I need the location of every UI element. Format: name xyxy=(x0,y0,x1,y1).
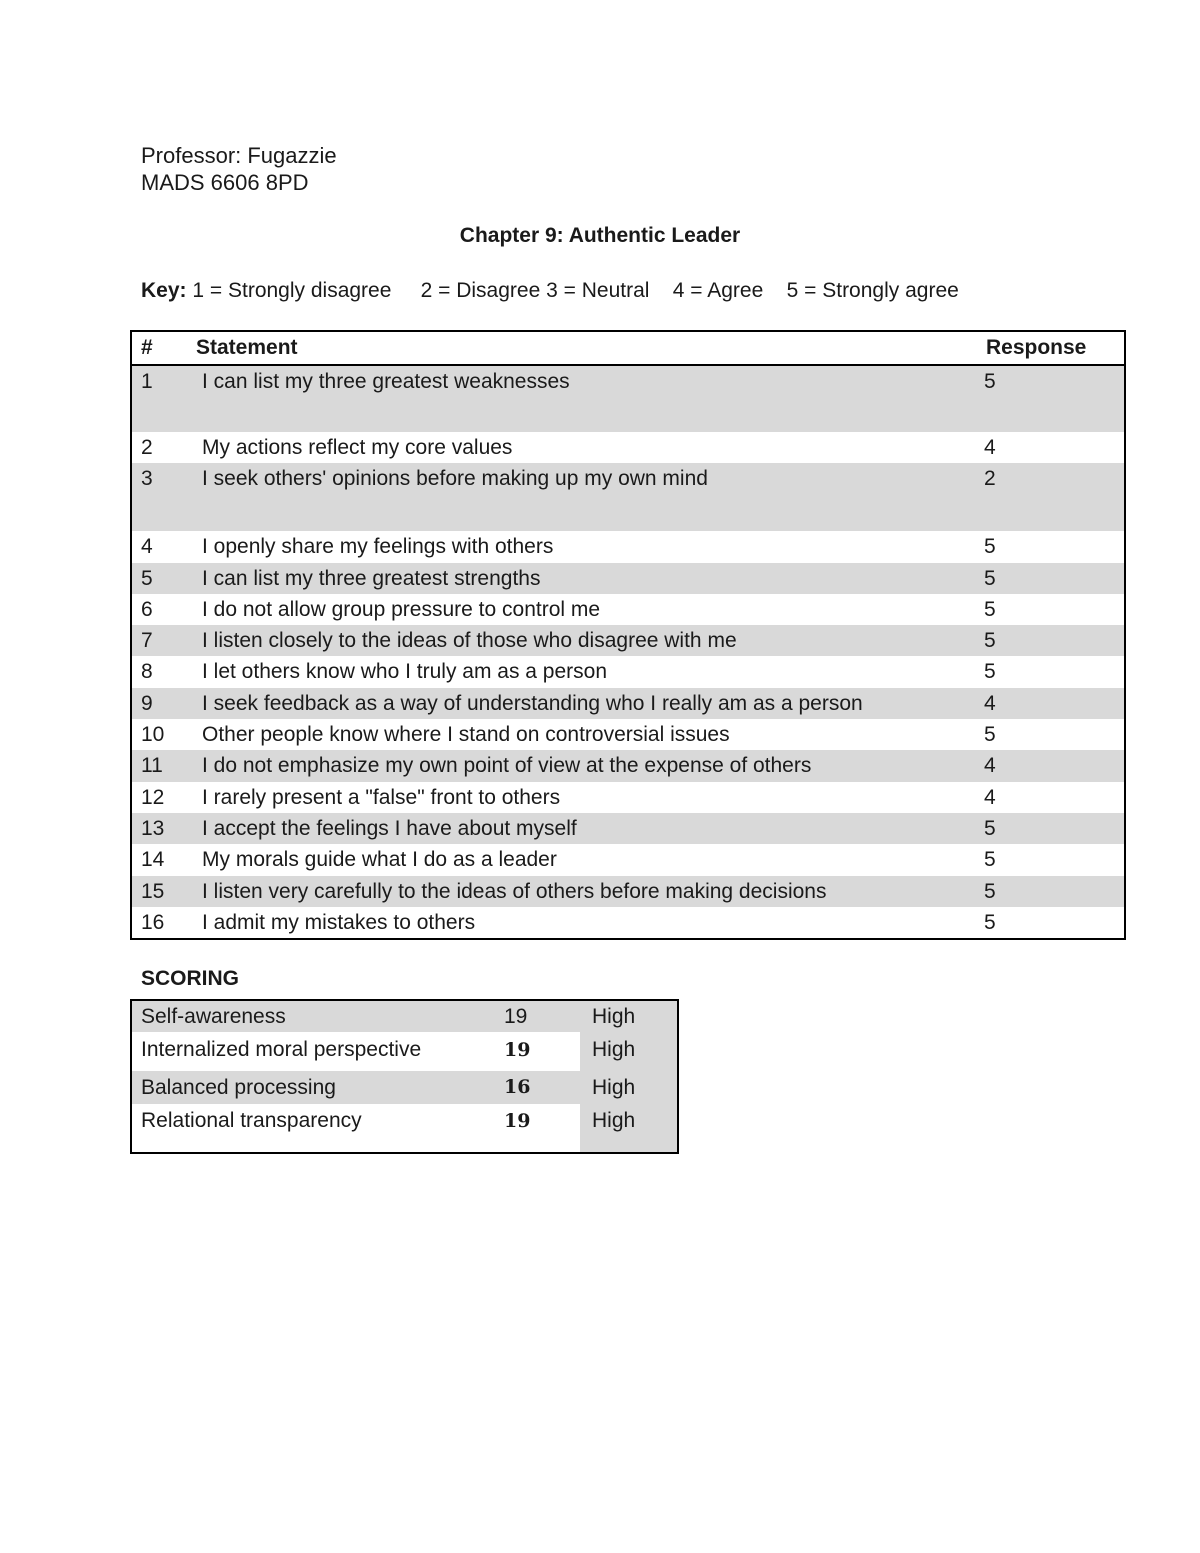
row-response: 5 xyxy=(984,723,996,747)
row-response: 5 xyxy=(984,535,996,559)
row-number: 1 xyxy=(141,370,153,393)
table-row xyxy=(132,813,1124,844)
scoring-label: Relational transparency xyxy=(141,1109,362,1132)
row-number: 11 xyxy=(141,754,163,778)
table-row xyxy=(132,782,1124,813)
row-statement: I do not emphasize my own point of view at the expense of others xyxy=(202,754,812,778)
row-statement: I admit my mistakes to others xyxy=(202,910,476,934)
row-response: 5 xyxy=(984,660,996,684)
professor-line: Professor: Fugazzie xyxy=(141,143,337,168)
key-item: 5 = Strongly agree xyxy=(786,279,959,302)
scoring-level: High xyxy=(592,1109,636,1132)
row-number: 2 xyxy=(141,436,153,459)
row-number: 13 xyxy=(141,816,165,840)
row-response: 4 xyxy=(984,691,996,715)
course-line: MADS 6606 8PD xyxy=(141,170,309,195)
table-row xyxy=(132,531,1124,562)
table-row xyxy=(132,432,1124,463)
row-response: 2 xyxy=(984,467,996,491)
row-number: 14 xyxy=(141,848,165,872)
row-statement: I seek others' opinions before making up my own mind xyxy=(202,467,708,491)
table-header xyxy=(132,332,1124,366)
key-item: 3 = Neutral xyxy=(546,279,650,302)
key-item: 2 = Disagree xyxy=(420,279,541,302)
scoring-score: 19 xyxy=(504,1110,531,1132)
row-statement: I can list my three greatest weaknesses xyxy=(202,370,570,393)
row-response: 5 xyxy=(984,910,996,934)
column-header-number: # xyxy=(141,336,153,359)
row-response: 5 xyxy=(984,629,996,653)
row-number: 6 xyxy=(141,597,153,621)
column-header-response: Response xyxy=(986,336,1087,359)
scoring-level: High xyxy=(592,1076,636,1099)
row-statement: I openly share my feelings with others xyxy=(202,535,554,559)
row-number: 12 xyxy=(141,785,165,809)
row-number: 3 xyxy=(141,467,153,491)
row-number: 16 xyxy=(141,910,165,934)
key-label: Key: xyxy=(141,279,187,302)
table-row xyxy=(132,876,1124,907)
column-header-statement: Statement xyxy=(196,336,298,359)
scoring-score: 16 xyxy=(504,1076,531,1098)
row-statement: I let others know who I truly am as a person xyxy=(202,660,608,684)
response-key xyxy=(141,279,959,303)
row-number: 4 xyxy=(141,535,153,559)
row-response: 5 xyxy=(984,597,996,621)
scoring-row xyxy=(132,1105,677,1138)
key-item: 1 = Strongly disagree xyxy=(192,279,392,302)
row-number: 10 xyxy=(141,723,165,747)
scoring-score: 19 xyxy=(504,1039,531,1061)
row-response: 5 xyxy=(984,816,996,840)
row-statement: I listen very carefully to the ideas of others before making decisions xyxy=(202,879,827,903)
row-statement: I listen closely to the ideas of those who disagree with me xyxy=(202,629,737,653)
table-row xyxy=(132,719,1124,750)
row-statement: I accept the feelings I have about myself xyxy=(202,816,577,840)
row-statement: My morals guide what I do as a leader xyxy=(202,848,557,872)
survey-table xyxy=(130,330,1126,940)
row-response: 4 xyxy=(984,436,996,459)
row-response: 5 xyxy=(984,566,996,590)
row-response: 5 xyxy=(984,848,996,872)
scoring-row xyxy=(132,1001,677,1032)
row-response: 5 xyxy=(984,370,996,393)
table-row xyxy=(132,563,1124,594)
table-row xyxy=(132,844,1124,875)
table-row xyxy=(132,366,1124,432)
row-statement: I do not allow group pressure to control me xyxy=(202,597,601,621)
row-response: 5 xyxy=(984,879,996,903)
scoring-label: Self-awareness xyxy=(141,1005,286,1028)
row-number: 7 xyxy=(141,629,153,653)
row-number: 5 xyxy=(141,566,153,590)
scoring-level: High xyxy=(592,1005,636,1028)
key-item: 4 = Agree xyxy=(672,279,764,302)
table-row xyxy=(132,463,1124,531)
scoring-label: Balanced processing xyxy=(141,1076,336,1099)
row-statement: My actions reflect my core values xyxy=(202,436,513,459)
scoring-title: SCORING xyxy=(141,967,240,990)
row-statement: I seek feedback as a way of understanding who I really am as a person xyxy=(202,691,863,715)
scoring-row xyxy=(132,1034,677,1070)
scoring-level: High xyxy=(592,1038,636,1061)
row-response: 4 xyxy=(984,785,996,809)
page-title: Chapter 9: Authentic Leader xyxy=(459,224,741,247)
scoring-label: Internalized moral perspective xyxy=(141,1038,422,1061)
row-number: 15 xyxy=(141,879,165,903)
row-statement: Other people know where I stand on controversial issues xyxy=(202,723,730,747)
table-row xyxy=(132,625,1124,656)
table-row xyxy=(132,594,1124,625)
row-response: 4 xyxy=(984,754,996,778)
row-statement: I rarely present a "false" front to others xyxy=(202,785,561,809)
scoring-table xyxy=(130,999,679,1154)
row-number: 9 xyxy=(141,691,153,715)
scoring-row xyxy=(132,1071,677,1104)
scoring-score: 19 xyxy=(504,1005,528,1028)
table-row xyxy=(132,656,1124,687)
row-statement: I can list my three greatest strengths xyxy=(202,566,541,590)
row-number: 8 xyxy=(141,660,153,684)
table-row xyxy=(132,750,1124,781)
table-row xyxy=(132,907,1124,938)
table-row xyxy=(132,688,1124,719)
